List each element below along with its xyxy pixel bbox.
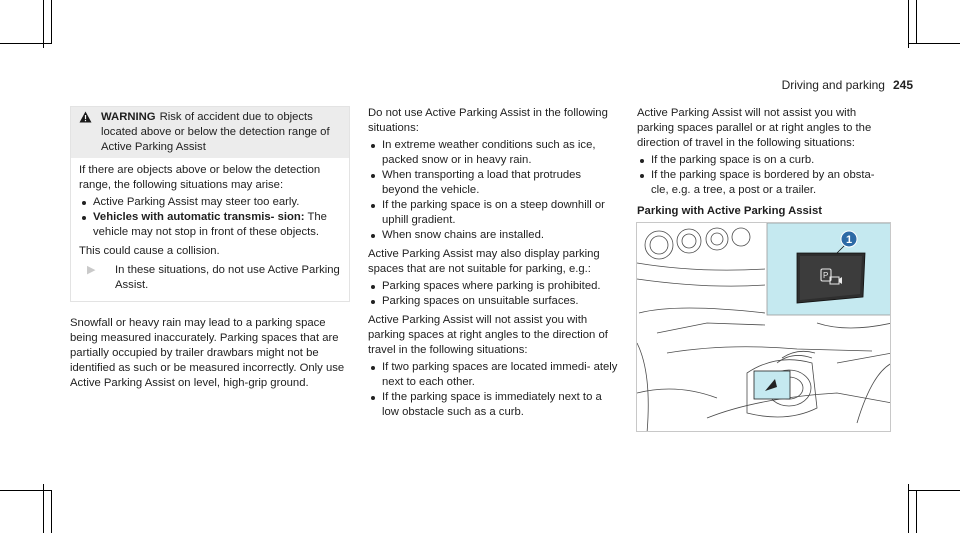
- crop-mark: [0, 490, 52, 491]
- crop-mark: [51, 490, 52, 533]
- warning-body: [71, 158, 349, 301]
- col2-display-list: [368, 279, 620, 309]
- section-title: Driving and parking: [781, 78, 885, 92]
- crop-mark: [0, 43, 52, 44]
- crop-mark: [43, 0, 44, 48]
- warning-headline: [101, 110, 341, 155]
- crop-mark: [916, 490, 917, 533]
- list-item: Parking spaces on unsuitable surfaces.: [368, 294, 620, 309]
- column-1: [70, 106, 350, 397]
- col2-assist-intro: Active Parking Assist will not assist you with parking spaces at right angles to the direction of travel in the following situations:: [368, 314, 608, 356]
- console-drawing: [637, 223, 891, 432]
- list-item: If the parking space is immediately next to a low obstacle such as a curb.: [368, 390, 620, 420]
- crop-mark: [51, 0, 52, 44]
- svg-text:P: P: [823, 271, 829, 280]
- col2-intro: Do not use Active Parking Assist in the following situations:: [368, 107, 608, 134]
- warning-headline-text: Risk of accident due to objects located above or below the detection range of Active Parking Assist: [101, 111, 330, 153]
- column-2: [368, 106, 620, 424]
- warning-title: WARNING: [101, 111, 156, 123]
- col2-list: [368, 138, 620, 243]
- warning-list: [79, 195, 341, 240]
- list-item: In extreme weather conditions such as ice, packed snow or in heavy rain.: [368, 138, 620, 168]
- crop-mark: [908, 484, 909, 533]
- col2-display-intro: Active Parking Assist may also display parking spaces that are not suitable for parking, e.g.:: [368, 248, 600, 275]
- col3-list: [637, 153, 893, 198]
- list-item: If the parking space is bordered by an obsta- cle, e.g. a tree, a post or a trailer.: [637, 168, 893, 198]
- col3-intro: Active Parking Assist will not assist you with parking spaces parallel or at right angles to the direction of travel in the following situations:: [637, 107, 872, 149]
- running-header: [782, 78, 913, 92]
- snowfall-paragraph: Snowfall or heavy rain may lead to a parking space being measured inaccurately. Parking spaces that are partially occupied by trailer drawbars might not be identified as such or be measured incorrectly. Only use Active Parking Assist on level, high-grip ground.: [70, 317, 345, 389]
- list-item-bold: Vehicles with automatic transmis- sion:: [93, 211, 305, 223]
- list-item: Parking spaces where parking is prohibited.: [368, 279, 620, 294]
- center-console-illustration: [636, 222, 891, 432]
- column-3: [637, 106, 893, 219]
- list-item: If two parking spaces are located immedi- ately next to each other.: [368, 360, 620, 390]
- section-subheading: Parking with Active Parking Assist: [637, 205, 822, 217]
- list-item-text: The vehicle may not stop in front of these objects.: [93, 211, 327, 238]
- warning-action-text: In these situations, do not use Active Parking Assist.: [115, 264, 340, 291]
- list-item: If the parking space is on a steep downhill or uphill gradient.: [368, 198, 620, 228]
- list-item: [79, 210, 341, 240]
- list-item: When transporting a load that protrudes beyond the vehicle.: [368, 168, 620, 198]
- warning-triangle-icon: [79, 110, 101, 155]
- arrow-right-icon: ▶: [87, 264, 96, 276]
- warning-consequence: This could cause a collision.: [79, 245, 220, 257]
- list-item: [79, 195, 341, 210]
- crop-mark: [43, 484, 44, 533]
- callout-number: 1: [845, 234, 853, 246]
- crop-mark: [908, 0, 909, 48]
- warning-action: [79, 263, 341, 293]
- list-item: If the parking space is on a curb.: [637, 153, 893, 168]
- warning-header: [71, 107, 349, 158]
- warning-intro: If there are objects above or below the detection range, the following situations may arise:: [79, 164, 321, 191]
- col2-assist-list: [368, 360, 620, 420]
- list-item: When snow chains are installed.: [368, 228, 620, 243]
- crop-mark: [916, 0, 917, 44]
- warning-box: [70, 106, 350, 302]
- list-item-text: Active Parking Assist may steer too early.: [93, 196, 300, 208]
- page-number: 245: [892, 78, 913, 92]
